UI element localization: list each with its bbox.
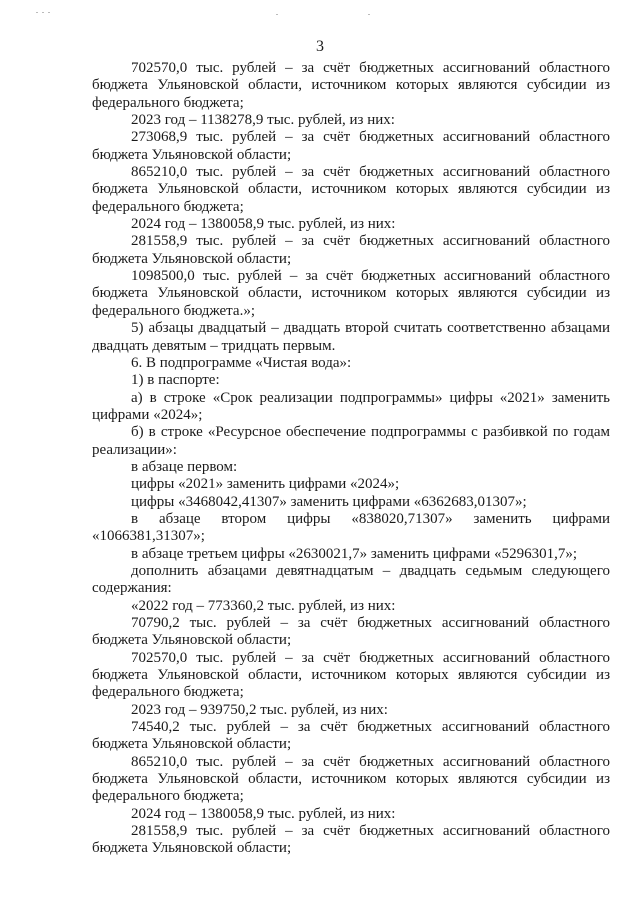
paragraph: дополнить абзацами девятнадцатым – двадцать седьмым следующего содержания: [92, 562, 610, 597]
paragraph: цифры «2021» заменить цифрами «2024»; [131, 476, 400, 493]
paragraph: а) в строке «Срок реализации подпрограммы» цифры «2021» заменить цифрами «2024»; [92, 389, 610, 423]
paragraph: 6. В подпрограмме «Чистая вода»: [131, 354, 352, 371]
paragraph: в абзаце первом: [131, 458, 238, 475]
paragraph: 5) абзацы двадцатый – двадцать второй считать соответственно абзацами двадцать девятым – тридцать первым. [92, 320, 610, 354]
paragraph: 2023 год – 939750,2 тыс. рублей, из них: [131, 701, 388, 718]
paragraph: 865210,0 тыс. рублей – за счёт бюджетных ассигнований областного бюджета Ульяновской области, источником которых являются субсидии из федерального бюджета; [92, 753, 610, 805]
paragraph: 2024 год – 1380058,9 тыс. рублей, из них: [131, 805, 396, 822]
scan-speck [36, 12, 38, 13]
scan-speck [276, 14, 278, 15]
scan-speck [42, 12, 44, 13]
paragraph: в абзаце втором цифры «838020,71307» заменить цифрами «1066381,31307»; [92, 510, 610, 545]
scan-speck [368, 14, 370, 15]
paragraph: 70790,2 тыс. рублей – за счёт бюджетных ассигнований областного бюджета Ульяновской области; [92, 615, 610, 649]
paragraph: 281558,9 тыс. рублей – за счёт бюджетных ассигнований областного бюджета Ульяновской области; [92, 823, 610, 857]
paragraph: 1) в паспорте: [131, 372, 220, 389]
document-body [92, 60, 610, 858]
paragraph: 273068,9 тыс. рублей – за счёт бюджетных ассигнований областного бюджета Ульяновской области; [92, 129, 610, 163]
paragraph: 74540,2 тыс. рублей – за счёт бюджетных ассигнований областного бюджета Ульяновской области; [92, 719, 610, 753]
paragraph: «2022 год – 773360,2 тыс. рублей, из них: [131, 597, 396, 614]
page-number: 3 [316, 38, 324, 55]
paragraph: 281558,9 тыс. рублей – за счёт бюджетных ассигнований областного бюджета Ульяновской области; [92, 233, 610, 267]
scan-speck [48, 12, 50, 13]
paragraph: 2024 год – 1380058,9 тыс. рублей, из них: [131, 216, 396, 233]
paragraph: в абзаце третьем цифры «2630021,7» заменить цифрами «5296301,7»; [131, 545, 577, 562]
paragraph: 865210,0 тыс. рублей – за счёт бюджетных ассигнований областного бюджета Ульяновской области, источником которых являются субсидии из федерального бюджета; [92, 164, 610, 215]
paragraph: цифры «3468042,41307» заменить цифрами «6362683,01307»; [131, 493, 527, 510]
paragraph: 702570,0 тыс. рублей – за счёт бюджетных ассигнований областного бюджета Ульяновской области, источником которых являются субсидии из федерального бюджета; [92, 649, 610, 701]
paragraph: б) в строке «Ресурсное обеспечение подпрограммы с разбивкой по годам реализации»: [92, 424, 610, 458]
paragraph: 702570,0 тыс. рублей – за счёт бюджетных ассигнований областного бюджета Ульяновской области, источником которых являются субсидии из федерального бюджета; [92, 60, 610, 111]
paragraph: 1098500,0 тыс. рублей – за счёт бюджетных ассигнований областного бюджета Ульяновской области, источником которых являются субсидии из федерального бюджета.»; [92, 268, 610, 319]
paragraph: 2023 год – 1138278,9 тыс. рублей, из них: [131, 112, 395, 129]
